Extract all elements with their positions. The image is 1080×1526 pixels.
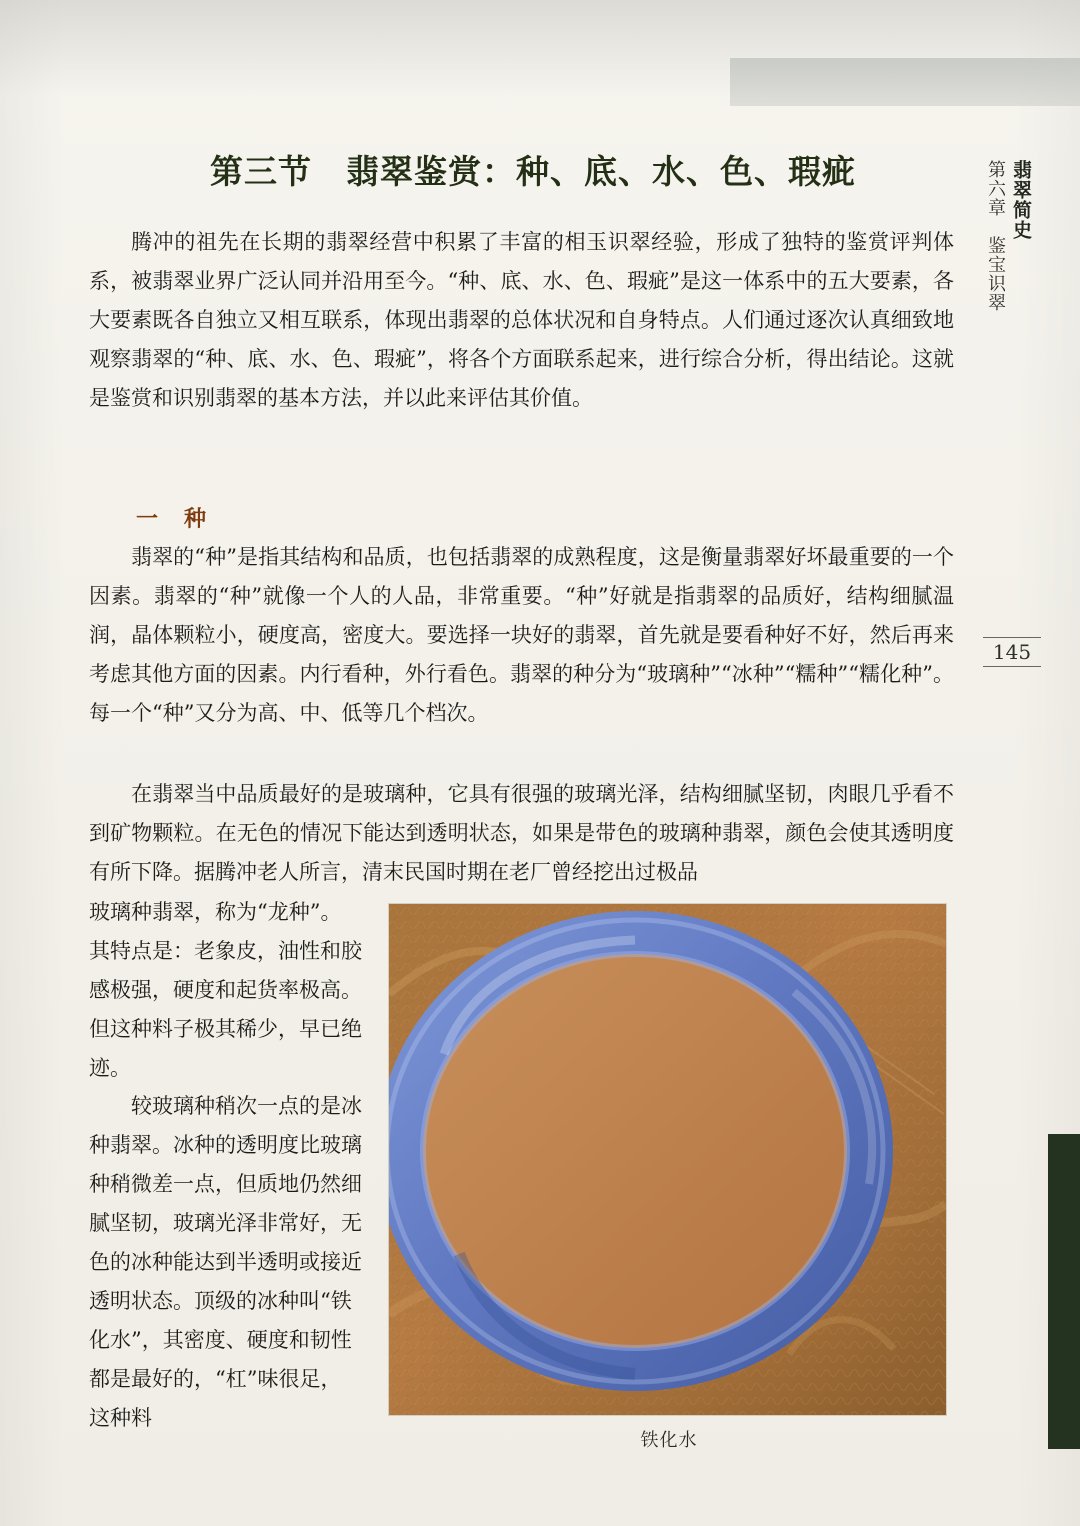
section-paragraph-3: 较玻璃种稍次一点的是冰种翡翠。冰种的透明度比玻璃种稍微差一点，但质地仍然细腻坚韧，玻璃光泽非常好，无色的冰种能达到半透明或接近透明状态。顶级的冰种叫“铁化水”，其密度、硬度和韧性都是最好的，“杠”味很足，这种料: [89, 1094, 362, 1430]
top-right-scan-band: [730, 58, 1080, 106]
section-paragraph-block-1: [89, 538, 954, 733]
section-paragraph-block-2-continued: [89, 893, 362, 1088]
chapter-title: 第三节 翡翠鉴赏：种、底、水、色、瑕疵: [210, 152, 856, 191]
right-edge-stripe: [1048, 1134, 1080, 1449]
section-paragraph-1: 翡翠的“种”是指其结构和品质，也包括翡翠的成熟程度，这是衡量翡翠好坏最重要的一个因素。翡翠的“种”就像一个人的人品，非常重要。“种”好就是指翡翠的品质好，结构细腻温润，晶体颗粒小，硬度高，密度大。要选择一块好的翡翠，首先就是要看种好不好，然后再来考虑其他方面的因素。内行看种，外行看色。翡翠的种分为“玻璃种”“冰种”“糯种”“糯化种”。每一个“种”又分为高、中、低等几个档次。: [89, 545, 954, 725]
section-heading-zhong: 一 种: [136, 506, 209, 532]
intro-paragraph-block: [89, 223, 954, 418]
section-paragraph-2-continued: 玻璃种翡翠，称为“龙种”。其特点是：老象皮，油性和胶感极强，硬度和起货率极高。但这种料子极其稀少，早已绝迹。: [89, 900, 362, 1080]
photo-caption: 铁化水: [640, 1430, 698, 1451]
bangle-photo: [389, 904, 946, 1415]
side-chapter-label: 第六章 鉴宝识翠: [985, 160, 1006, 312]
page-number: 145: [992, 640, 1032, 664]
section-paragraph-2: 在翡翠当中品质最好的是玻璃种，它具有很强的玻璃光泽，结构细腻坚韧，肉眼几乎看不到矿物颗粒。在无色的情况下能达到透明状态，如果是带色的玻璃种翡翠，颜色会使其透明度有所下降。据腾冲老人所言，清末民国时期在老厂曾经挖出过极品: [89, 782, 954, 884]
intro-paragraph: 腾冲的祖先在长期的翡翠经营中积累了丰富的相玉识翠经验，形成了独特的鉴赏评判体系，被翡翠业界广泛认同并沿用至今。“种、底、水、色、瑕疵”是这一体系中的五大要素，各大要素既各自独立又相互联系，体现出翡翠的总体状况和自身特点。人们通过逐次认真细致地观察翡翠的“种、底、水、色、瑕疵”，将各个方面联系起来，进行综合分析，得出结论。这就是鉴赏和识别翡翠的基本方法，并以此来评估其价值。: [89, 230, 954, 410]
side-running-header: [986, 160, 1031, 362]
section-paragraph-block-3: [89, 1087, 362, 1438]
section-paragraph-block-2: [89, 775, 954, 892]
side-book-title: 翡翠简史: [1010, 160, 1032, 240]
